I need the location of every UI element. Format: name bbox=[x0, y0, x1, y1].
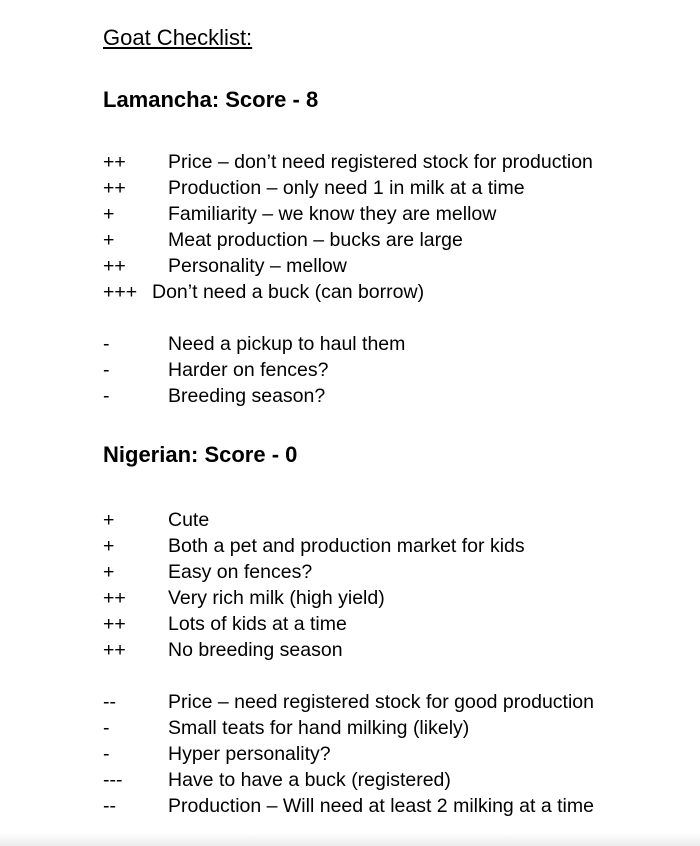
item-text: Price – need registered stock for good production bbox=[168, 691, 595, 713]
item-text: Price – don’t need registered stock for production bbox=[168, 151, 593, 173]
item-text: Lots of kids at a time bbox=[168, 613, 347, 635]
item-text: Very rich milk (high yield) bbox=[168, 587, 385, 609]
score-marker: - bbox=[103, 717, 110, 739]
item-text: Personality – mellow bbox=[168, 255, 347, 277]
nigerian-pros-list bbox=[103, 507, 670, 663]
item-text: Breeding season? bbox=[168, 385, 326, 407]
score-marker: -- bbox=[103, 795, 116, 817]
item-text: Need a pickup to haul them bbox=[168, 333, 406, 355]
item-text: Both a pet and production market for kids bbox=[168, 535, 525, 557]
score-marker: ++ bbox=[103, 177, 126, 199]
item-text: Don’t need a buck (can borrow) bbox=[152, 281, 425, 303]
section-lamancha bbox=[103, 86, 670, 409]
checklist-item bbox=[103, 383, 670, 409]
score-marker: ++ bbox=[103, 613, 126, 635]
score-marker: ++ bbox=[103, 151, 126, 173]
item-text: Easy on fences? bbox=[168, 561, 313, 583]
score-marker: -- bbox=[103, 691, 116, 713]
item-text: Small teats for hand milking (likely) bbox=[168, 717, 470, 739]
checklist-item bbox=[103, 507, 670, 533]
checklist-item bbox=[103, 767, 670, 793]
item-text: Meat production – bucks are large bbox=[168, 229, 463, 251]
item-text: Cute bbox=[168, 509, 210, 531]
section-heading-lamancha: Lamancha: Score - 8 bbox=[103, 87, 319, 112]
score-marker: --- bbox=[103, 769, 123, 791]
page-bottom-fade bbox=[0, 833, 700, 846]
score-marker: + bbox=[103, 535, 115, 557]
checklist-item bbox=[103, 279, 670, 305]
checklist-item bbox=[103, 611, 670, 637]
checklist-item bbox=[103, 793, 670, 819]
item-text: Harder on fences? bbox=[168, 359, 329, 381]
section-heading-nigerian: Nigerian: Score - 0 bbox=[103, 442, 298, 467]
checklist-item bbox=[103, 559, 670, 585]
score-marker: + bbox=[103, 229, 115, 251]
document-title: Goat Checklist: bbox=[103, 25, 253, 50]
checklist-item bbox=[103, 637, 670, 663]
checklist-item bbox=[103, 357, 670, 383]
item-text: Production – only need 1 in milk at a time bbox=[168, 177, 525, 199]
checklist-item bbox=[103, 149, 670, 175]
score-marker: +++ bbox=[103, 281, 138, 303]
score-marker: - bbox=[103, 385, 110, 407]
lamancha-pros-list bbox=[103, 149, 670, 305]
checklist-item bbox=[103, 175, 670, 201]
checklist-item bbox=[103, 533, 670, 559]
score-marker: + bbox=[103, 509, 115, 531]
nigerian-cons-list bbox=[103, 689, 670, 819]
score-marker: - bbox=[103, 743, 110, 765]
item-text: Familiarity – we know they are mellow bbox=[168, 203, 497, 225]
item-text: No breeding season bbox=[168, 639, 343, 661]
lamancha-cons-list bbox=[103, 331, 670, 409]
item-text: Production – Will need at least 2 milking at a time bbox=[168, 795, 594, 817]
score-marker: + bbox=[103, 203, 115, 225]
score-marker: - bbox=[103, 359, 110, 381]
score-marker: - bbox=[103, 333, 110, 355]
score-marker: ++ bbox=[103, 587, 126, 609]
score-marker: + bbox=[103, 561, 115, 583]
checklist-item bbox=[103, 253, 670, 279]
checklist-item bbox=[103, 715, 670, 741]
section-nigerian bbox=[103, 441, 670, 819]
checklist-item bbox=[103, 741, 670, 767]
item-text: Hyper personality? bbox=[168, 743, 331, 765]
score-marker: ++ bbox=[103, 255, 126, 277]
checklist-item bbox=[103, 227, 670, 253]
checklist-item bbox=[103, 585, 670, 611]
item-text: Have to have a buck (registered) bbox=[168, 769, 451, 791]
checklist-item bbox=[103, 201, 670, 227]
score-marker: ++ bbox=[103, 639, 126, 661]
checklist-item bbox=[103, 689, 670, 715]
checklist-item bbox=[103, 331, 670, 357]
